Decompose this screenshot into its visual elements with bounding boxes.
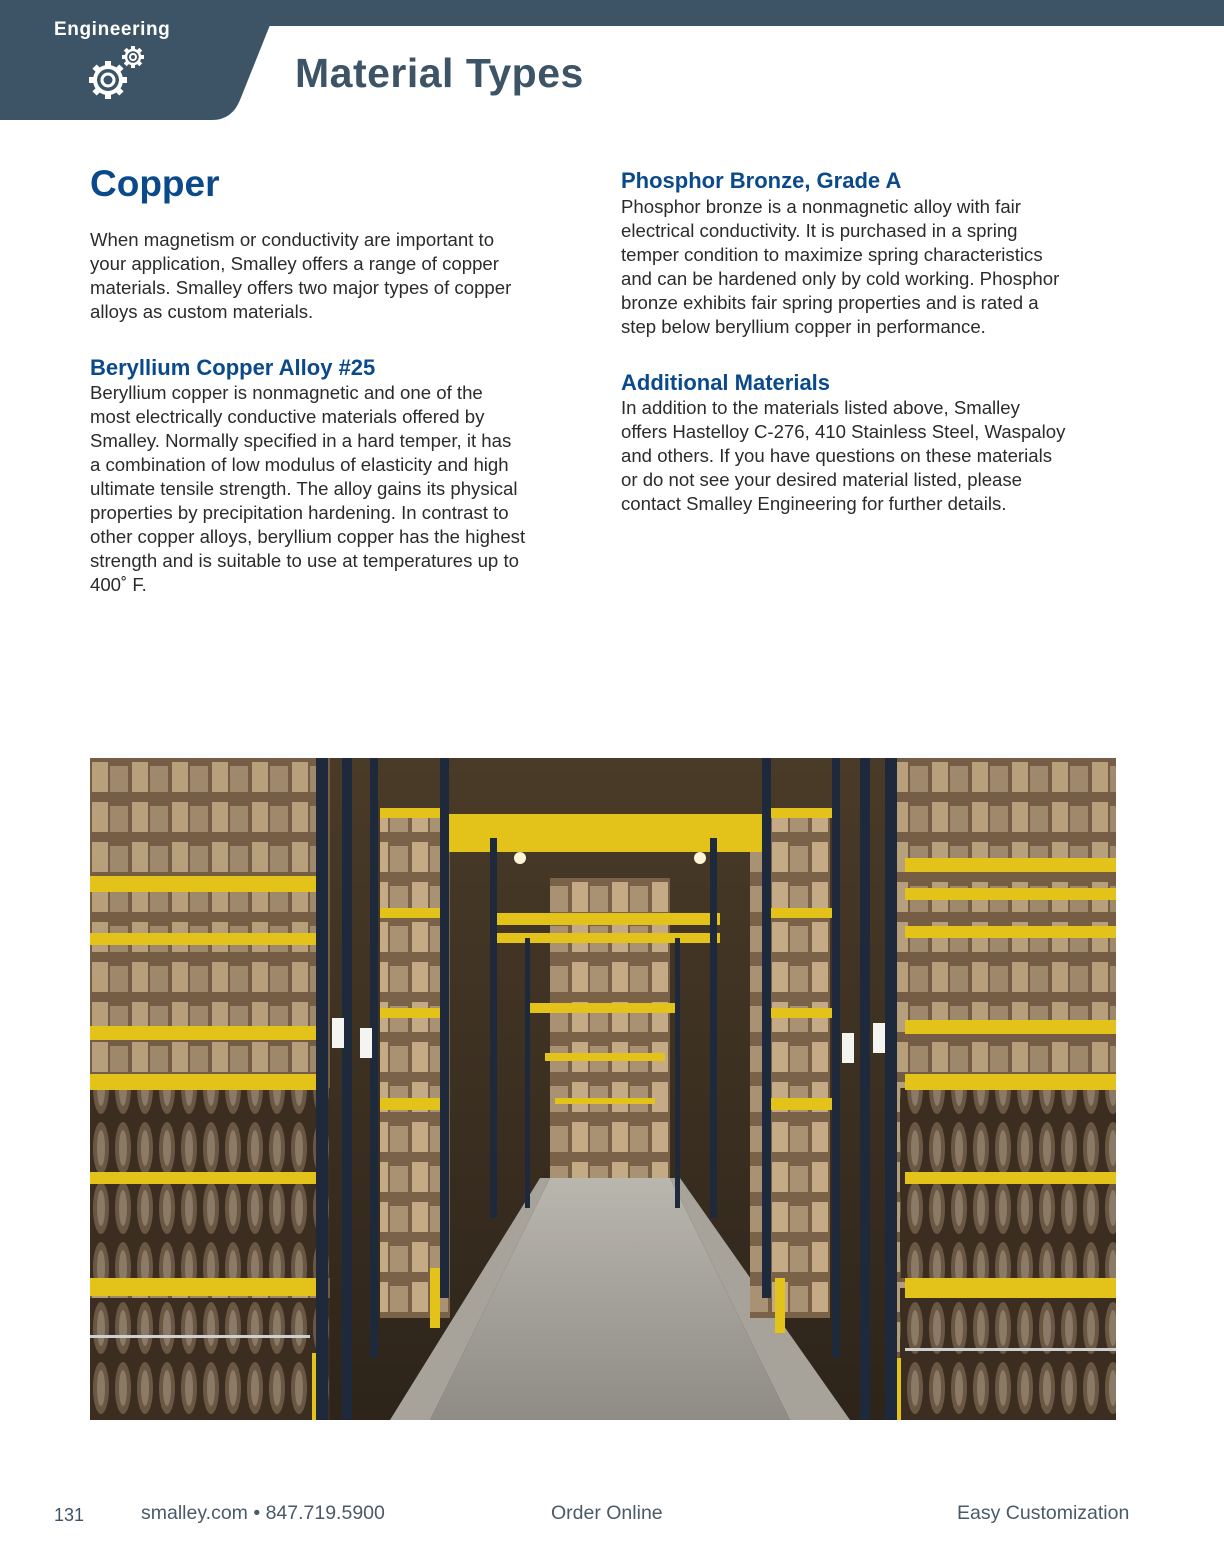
text-line: and others. If you have questions on these materials xyxy=(621,445,1053,466)
text-line: When magnetism or conductivity are important to xyxy=(90,229,495,250)
copper-intro xyxy=(90,228,511,324)
additional-body xyxy=(621,396,1065,516)
warehouse-illustration xyxy=(90,758,1116,1420)
text-line: In addition to the materials listed above, Smalley xyxy=(621,397,1020,418)
text-line: bronze exhibits fair spring properties and is rated a xyxy=(621,292,1039,313)
text-line: a combination of low modulus of elasticity and high xyxy=(90,454,509,475)
page-number: 131 xyxy=(54,1505,85,1525)
text-line: and can be hardened only by cold working. Phosphor xyxy=(621,268,1060,289)
additional-heading: Additional Materials xyxy=(621,370,831,395)
beryllium-heading: Beryllium Copper Alloy #25 xyxy=(90,355,376,380)
gears-icon xyxy=(86,44,148,102)
text-line: alloys as custom materials. xyxy=(90,301,314,322)
text-line: your application, Smalley offers a range of copper xyxy=(90,253,499,274)
text-line: ultimate tensile strength. The alloy gains its physical xyxy=(90,478,518,499)
text-line: 400˚ F. xyxy=(90,574,147,595)
text-line: contact Smalley Engineering for further details. xyxy=(621,493,1007,514)
footer-contact[interactable]: smalley.com • 847.719.5900 xyxy=(141,1502,385,1524)
text-line: or do not see your desired material listed, please xyxy=(621,469,1023,490)
beryllium-body xyxy=(90,381,525,597)
phosphor-heading: Phosphor Bronze, Grade A xyxy=(621,168,902,193)
page-title: Material Types xyxy=(295,50,584,96)
text-line: electrical conductivity. It is purchased in a spring xyxy=(621,220,1018,241)
section-label: Engineering xyxy=(54,19,171,40)
text-line: Phosphor bronze is a nonmagnetic alloy with fair xyxy=(621,196,1021,217)
text-line: other copper alloys, beryllium copper has the highest xyxy=(90,526,526,547)
text-line: strength and is suitable to use at temperatures up to xyxy=(90,550,519,571)
text-line: offers Hastelloy C-276, 410 Stainless Steel, Waspaloy xyxy=(621,421,1066,442)
text-line: properties by precipitation hardening. In contrast to xyxy=(90,502,509,523)
phosphor-body xyxy=(621,195,1059,339)
text-line: temper condition to maximize spring characteristics xyxy=(621,244,1043,265)
text-line: Beryllium copper is nonmagnetic and one of the xyxy=(90,382,483,403)
footer-easy-customization: Easy Customization xyxy=(957,1502,1130,1524)
text-line: step below beryllium copper in performance. xyxy=(621,316,986,337)
warehouse-photo xyxy=(90,758,1116,1420)
footer-order-online[interactable]: Order Online xyxy=(551,1502,663,1524)
text-line: most electrically conductive materials offered by xyxy=(90,406,485,427)
copper-heading: Copper xyxy=(90,163,220,204)
text-line: Smalley. Normally specified in a hard temper, it has xyxy=(90,430,512,451)
text-line: materials. Smalley offers two major types of copper xyxy=(90,277,512,298)
